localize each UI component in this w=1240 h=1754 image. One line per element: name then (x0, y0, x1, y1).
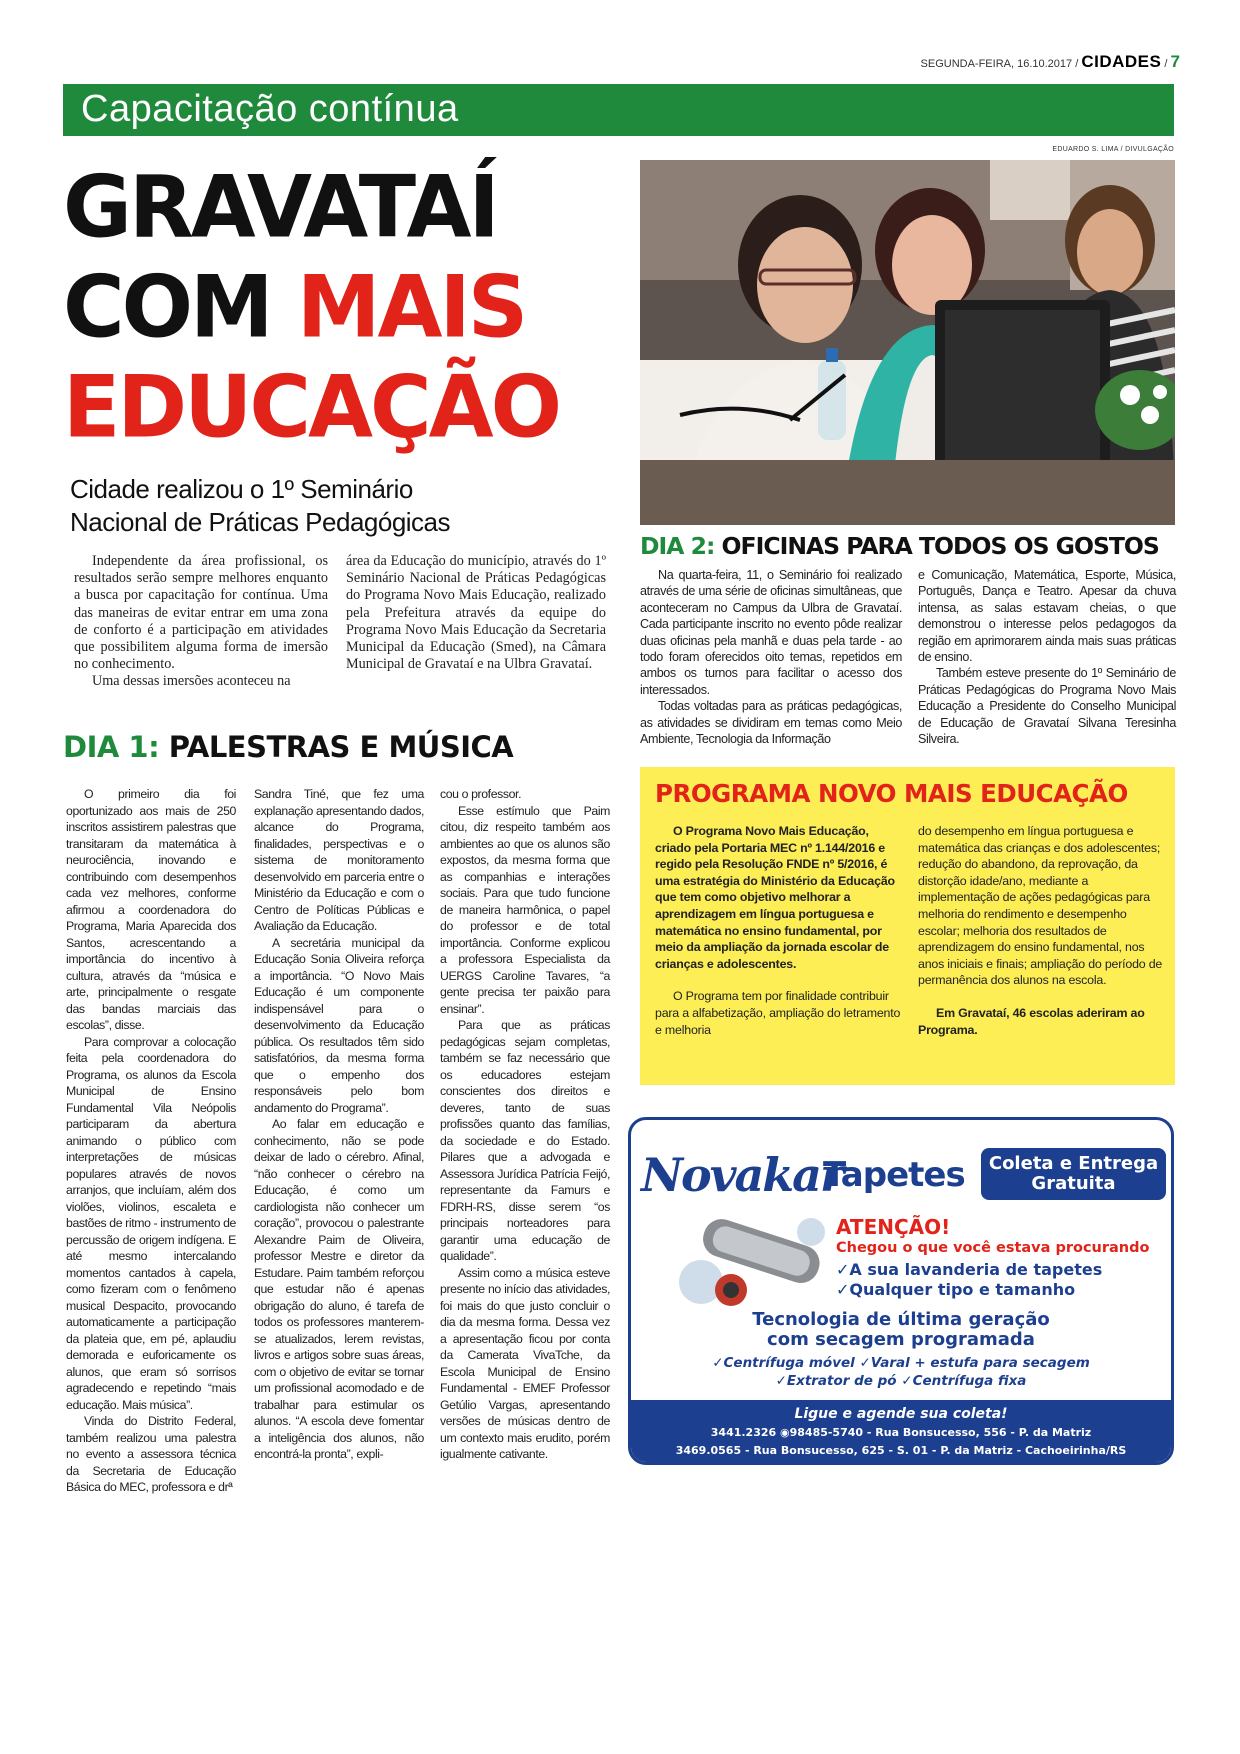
ad-chegou: Chegou o que você estava procurando (836, 1240, 1150, 1256)
dia2-heading: DIA 2: OFICINAS PARA TODOS OS GOSTOS (640, 532, 1159, 560)
programa-title: PROGRAMA NOVO MAIS EDUCAÇÃO (655, 779, 1128, 808)
ad-atencao: ATENÇÃO! (836, 1215, 951, 1239)
section-banner (63, 84, 1174, 136)
dia1-column-1: O primeiro dia foi oportunizado aos mais de 250 inscritos assistirem palestras que transitaram da matemática à neurociência, inovando e contribuindo com desempenhos cada vez melhores, conforme afirmou a coordenadora do Programa, Maria Aparecida dos Santos, acrescentando a importância do incentivo à cultura, através da “música e arte, principalmente o resgate das bandas marciais das escolas”, disse. Para comprovar a colocação feita pela coordenadora do Programa, os alunos da Escola Municipal de Ensino Fundamental Vila Neópolis participaram da abertura animando o público com interpretações de músicas populares através de novos arranjos, que incluíam, além dos violões, violinos, escaleta e bastões de ritmo - instrumento de percussão de origem indígena. E até mesmo intercalando momentos cantados à capela, como fizeram com o fenômeno musical Despacito, provocando automaticamente a participação da plateia que, em pé, aplaudiu demorada e euforicamente os alunos, que eram só sorrisos agradecendo e repetindo “mais educação. Mais música”. Vinda do Distrito Federal, também realizou uma palestra no evento a assessora técnica da Secretaria de Educação Básica do MEC, professora e drª (66, 787, 236, 1494)
programa-box (640, 767, 1175, 1085)
banner-title: Capacitação contínua (81, 88, 459, 130)
page-number: 7 (1170, 52, 1180, 71)
event-photo (640, 160, 1175, 525)
ad-ligue: Ligue e agende sua coleta! (794, 1406, 1008, 1422)
intro-column-1: Independente da área profissional, os resultados serão sempre melhores enquanto a busca por capacitação for contínua. Uma das maneiras de evitar entrar em uma zona de conforto é a participação em atividades que possibilitem alguma forma de imersão no conhecimento. Uma dessas imersões aconteceu na (74, 553, 328, 690)
ad-features: ✓Centrífuga móvel ✓Varal + estufa para secagem ✓Extrator de pó ✓Centrífuga fixa (712, 1355, 1090, 1389)
dia1-heading: DIA 1: PALESTRAS E MÚSICA (63, 730, 514, 764)
programa-column-1: O Programa Novo Mais Educação, criado pela Portaria MEC nº 1.144/2016 e regido pela Resolução FNDE nº 5/2016, é uma estratégia do Ministério da Educação que tem como objetivo melhorar a aprendizagem em língua portuguesa e matemática no ensino fundamental, por meio da ampliação da jornada escolar de crianças e adolescentes. O Programa tem por finalidade contribuir para a alfabetização, ampliação do letramento e melhoria (655, 824, 901, 1037)
headline-line-2: COM MAIS (63, 257, 526, 357)
page-header: SEGUNDA-FEIRA, 16.10.2017 / CIDADES / 7 (920, 52, 1180, 71)
headline (63, 157, 633, 457)
ad-addresses: 3441.2326 ◉98485-5740 - Rua Bonsucesso, 556 - P. da Matriz 3469.0565 - Rua Bonsucesso, 625 - S. 01 - P. da Matriz - Cachoeirinha/RS (675, 1426, 1127, 1457)
section-name: CIDADES (1081, 52, 1162, 71)
centrifuge-machine-icon (671, 1212, 831, 1312)
issue-date: SEGUNDA-FEIRA, 16.10.2017 (920, 58, 1073, 70)
intro-column-2: área da Educação do município, através do 1º Seminário Nacional de Práticas Pedagógicas do Programa Novo Mais Educação, realizado pela Prefeitura através da equipe do Programa Novo Mais Educação da Secretaria Municipal da Educação (Smed), na Câmara Municipal de Gravataí e na Ulbra Gravataí. (346, 553, 606, 673)
headline-line-1: GRAVATAÍ (63, 157, 497, 258)
ad-benefits: ✓A sua lavanderia de tapetes ✓Qualquer tipo e tamanho (836, 1260, 1103, 1299)
novakar-ad (628, 1117, 1174, 1465)
ad-tecnologia: Tecnologia de última geração com secagem programada (752, 1309, 1050, 1350)
ad-contact-bar (631, 1400, 1171, 1465)
ad-coleta-badge: Coleta e Entrega Gratuita (981, 1148, 1166, 1200)
photo-credit: EDUARDO S. LIMA / DIVULGAÇÃO (1052, 146, 1174, 153)
dia1-column-2: Sandra Tiné, que fez uma explanação apresentando dados, alcance do Programa, finalidades, perspectivas e o sistema de monitoramento desenvolvido em parceria entre o Ministério da Educação e com o Centro de Políticas Públicas e Avaliação da Educação. A secretária municipal da Educação Sonia Oliveira reforça a importância. “O Novo Mais Educação é um componente indispensável para o desenvolvimento da Educação pública. Os resultados têm sido satisfatórios, da mesma forma que o empenho dos responsáveis pelo bom andamento do Programa”. Ao falar em educação e conhecimento, não se pode deixar de lado o cérebro. Afinal, “não conhecer o cérebro na Educação, é como um cardiologista não conhecer um coração”, provocou o palestrante Alexandre Paim de Oliveira, professor Mestre e diretor da Estudare. Paim também reforçou que estudar não é apenas obrigação do aluno, é tarefa de todos os professores manterem-se atualizados, lerem revistas, livros e artigos sobre suas áreas, com o objetivo de evitar se tornar um profissional acomodado e de trabalhar para estimular os alunos. “A escola deve fomentar a inteligência dos alunos, não encontrá-la pronta”, expli- (254, 787, 424, 1461)
dia2-column-2: e Comunicação, Matemática, Esporte, Música, Português, Dança e Teatro. Apesar da chuva intensa, as salas estavam cheias, o que demonstrou o interesse pelos pedagogos da região em aprimorarem ainda mais suas práticas de ensino. Também esteve presente do 1º Seminário de Práticas Pedagógicas do Programa Novo Mais Educação a Presidente do Conselho Municipal de Educação de Gravataí Silvana Teresinha Silveira. (918, 568, 1176, 747)
subheadline: Cidade realizou o 1º Seminário Nacional de Práticas Pedagógicas (70, 474, 451, 537)
dia2-column-1: Na quarta-feira, 11, o Seminário foi realizado através de uma série de oficinas simultâneas, que aconteceram no Campus da Ulbra de Gravataí. Cada participante inscrito no evento pôde realizar duas oficinas pela manhã e duas pela tarde - ao todo foram oferecidos oito temas, repetidos em ambos os turnos para facilitar o acesso dos interessados. Todas voltadas para as práticas pedagógicas, as atividades se dividiram em temas como Meio Ambiente, Tecnologia da Informação (640, 568, 902, 747)
programa-column-2: do desempenho em língua portuguesa e matemática das crianças e dos adolescentes; redução do abandono, da reprovação, da distorção idade/ano, mediante a implementação de ações pedagógicas para melhoria do rendimento e desempenho escolar; melhoria dos resultados de aprendizagem do ensino fundamental, nos anos iniciais e finais; ampliação do período de permanência dos alunos na escola. Em Gravataí, 46 escolas aderiram ao Programa. (918, 824, 1163, 1037)
dia1-column-3: cou o professor. Esse estímulo que Paim citou, diz respeito também aos ambientes ao que os alunos são expostos, da mesma forma que as companhias e interações sociais. Para que tudo funcione de maneira harmônica, o papel do professor e de total importância. Conforme explicou a professora Especialista da UERGS Caroline Tavares, “a gente precisa ter paixão para ensinar”. Para que as práticas pedagógicas sejam completas, também se faz necessário que os educadores estejam conscientes dos direitos e deveres, tanto de suas profissões quanto das famílias, da sociedade e do Estado. Pilares que a advogada e Assessora Jurídica Patrícia Feijó, representante da Famurs e FDRH-RS, disse serem “os principais norteadores para garantir uma educação de qualidade”. Assim como a música esteve presente no início das atividades, foi mais do que justo concluir o dia da mesma forma. Dessa vez a apresentação ficou por conta da Camerata VivaTche, da Escola Municipal de Ensino Fundamental - EMEF Professor Getúlio Vargas, apresentando versões de músicas dentro de um contexto mais erudito, porém igualmente cativante. (440, 787, 610, 1461)
headline-line-3: EDUCAÇÃO (63, 356, 560, 457)
ad-brand-name: Tapetes (823, 1155, 965, 1195)
ad-brand-logo: Novakar (641, 1148, 843, 1202)
event-photo-illustration (640, 160, 1175, 525)
